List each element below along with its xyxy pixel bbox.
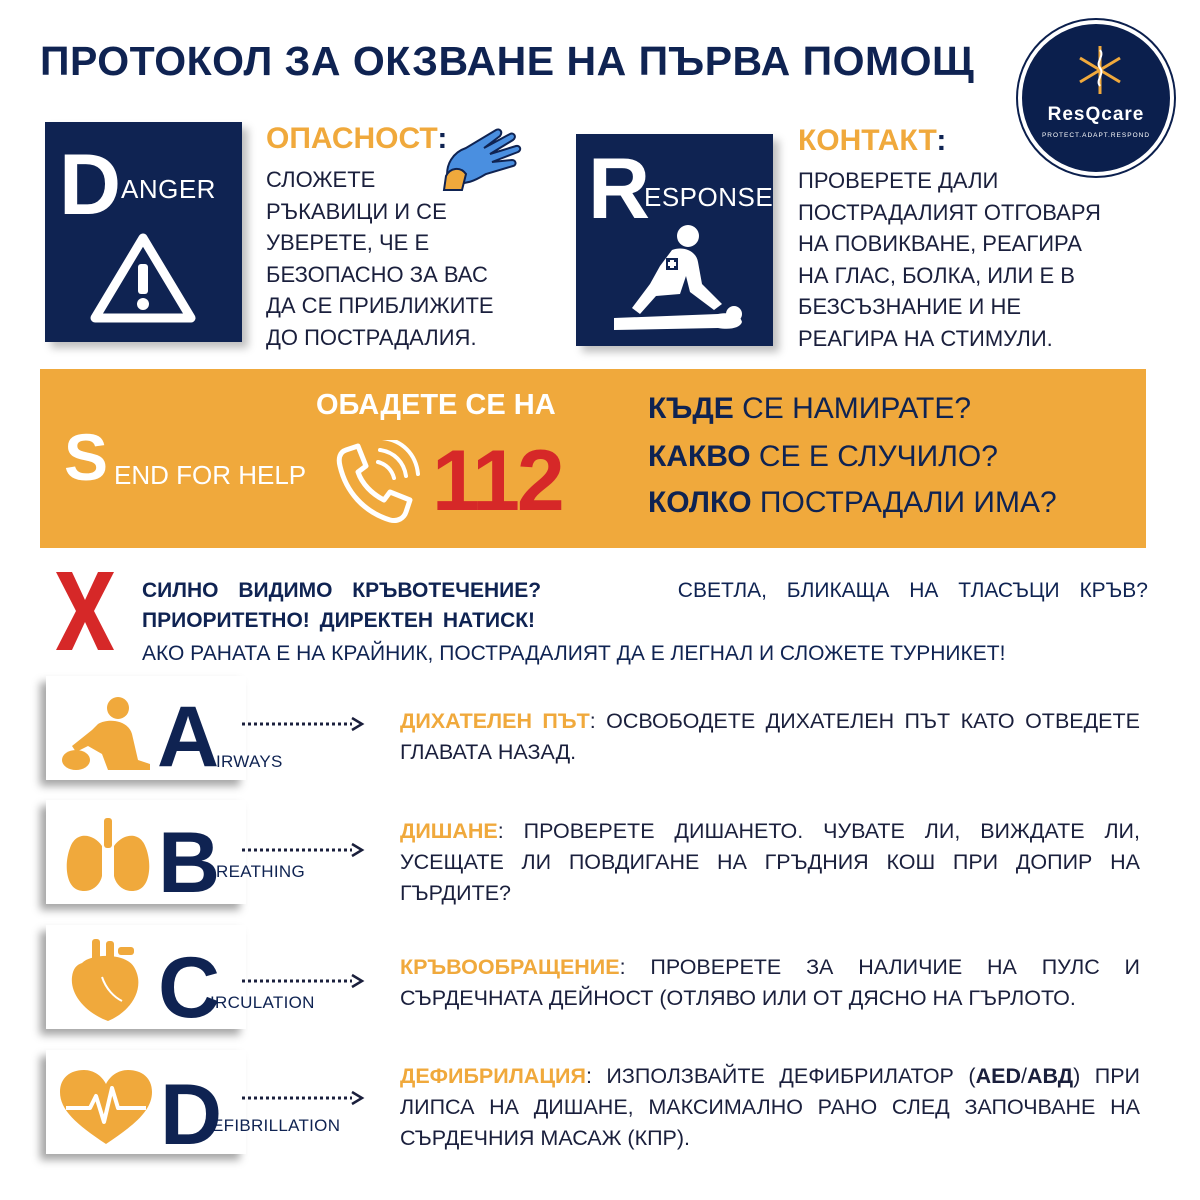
danger-line: ДА СЕ ПРИБЛИЖИТЕ: [266, 293, 494, 318]
step-b-word: REATHING: [216, 862, 305, 881]
question-rest: СЕ Е СЛУЧИЛО?: [750, 440, 998, 473]
step-c-word: IRCULATION: [210, 993, 315, 1012]
response-heading-colon: :: [936, 124, 947, 157]
dotted-arrow-icon: [240, 971, 368, 991]
question-rest: ПОСТРАДАЛИ ИМА?: [751, 486, 1057, 519]
danger-word: ANGER: [121, 174, 216, 204]
logo-tagline: PROTECT.ADAPT.RESPOND: [1041, 132, 1151, 139]
step-d-letter: D: [160, 1067, 223, 1163]
danger-box: [45, 122, 242, 342]
step-a-text: [400, 706, 1140, 768]
step-c-body: : ПРОВЕРЕТЕ ЗА НАЛИЧИЕ НА ПУЛС И СЪРДЕЧНАТА ДЕЙНОСТ (ОТЛЯВО ИЛИ ОТ ДЯСНО НА ГЪРЛОТО.: [400, 955, 1140, 1010]
response-line: НА ПОВИКВАНЕ, РЕАГИРА: [798, 231, 1082, 256]
danger-line: БЕЗОПАСНО ЗА ВАС: [266, 261, 488, 287]
danger-line: РЪКАВИЦИ И СЕ: [266, 198, 447, 224]
step-d-body-b: ) ПРИ ЛИПСА НА ДИШАНЕ, МАКСИМАЛНО РАНО СЛЕД ЗАПОЧВАНЕ НА СЪРДЕЧНИЯ МАСАЖ (КПР).: [400, 1064, 1140, 1150]
danger-heading-colon: :: [437, 122, 448, 155]
danger-heading-wrap: [266, 122, 447, 156]
step-b-box: [40, 800, 370, 910]
phone-icon: [332, 440, 420, 526]
step-a-body: : ОСВОБОДЕТЕ ДИХАТЕЛЕН ПЪТ КАТО ОТВЕДЕТЕ ГЛАВАТА НАЗАД.: [400, 709, 1140, 764]
dotted-arrow-icon: [240, 714, 368, 734]
step-a-heading: ДИХАТЕЛЕН ПЪТ: [400, 709, 590, 733]
danger-line: УВЕРЕТЕ, ЧЕ Е: [266, 230, 430, 255]
step-c-box: [40, 925, 370, 1035]
danger-letter: D: [59, 137, 122, 233]
response-text: [798, 165, 1101, 354]
call-label: ОБАДЕТЕ СЕ НА: [316, 389, 556, 421]
dotted-arrow-icon: [240, 840, 368, 860]
heart-pulse-icon: [56, 1068, 156, 1148]
danger-heading: ОПАСНОСТ: [266, 122, 438, 155]
step-c-letter: C: [158, 940, 221, 1036]
bleeding-line-1: [142, 579, 1148, 603]
bleeding-question: СИЛНО ВИДИМО КРЪВОТЕЧЕНИЕ?: [142, 579, 542, 602]
star-of-life-icon: [1075, 42, 1125, 98]
response-heading-wrap: [798, 124, 946, 158]
question-what: [648, 440, 998, 474]
step-d-word: EFIBRILLATION: [212, 1116, 341, 1135]
question-bold: КОЛКО: [648, 486, 752, 519]
question-bold: КАКВО: [648, 440, 751, 473]
logo-name: ResQcare: [1047, 104, 1145, 125]
bleeding-description: СВЕТЛА, БЛИКАЩА НА ТЛАСЪЦИ КРЪВ?: [677, 579, 1148, 602]
step-d-slash: /: [1020, 1064, 1027, 1088]
bleeding-line-3: АКО РАНАТА Е НА КРАЙНИК, ПОСТРАДАЛИЯТ ДА Е ЛЕГНАЛ И СЛОЖЕТЕ ТУРНИКЕТ!: [142, 642, 1006, 665]
lungs-icon: [58, 816, 158, 896]
step-d-body-a: : ИЗПОЛЗВАЙТЕ ДЕФИБРИЛАТОР (: [585, 1064, 976, 1088]
step-d-aed: AED: [975, 1064, 1021, 1088]
response-letter: R: [588, 141, 651, 237]
question-rest: СЕ НАМИРАТЕ?: [733, 392, 972, 425]
step-d-heading: ДЕФИБРИЛАЦИЯ: [400, 1064, 586, 1088]
step-a-letter: A: [157, 689, 220, 785]
question-how-many: [648, 486, 1057, 520]
step-b-heading: ДИШАНЕ: [400, 819, 498, 843]
person-kneeling-icon: [58, 694, 158, 774]
response-line: БЕЗСЪЗНАНИЕ И НЕ: [798, 294, 1022, 319]
step-d-box: [40, 1050, 370, 1163]
step-d-avd: АВД: [1026, 1064, 1074, 1088]
step-b-body: : ПРОВЕРЕТЕ ДИШАНЕТО. ЧУВАТЕ ЛИ, ВИЖДАТЕ ЛИ, УСЕЩАТЕ ЛИ ПОВДИГАНЕ НА ГРЪДНИЯ КОШ ПРИ ДОПИР НА ГЪРДИТЕ?: [400, 819, 1140, 905]
send-letter: S: [64, 420, 109, 494]
response-box: [576, 134, 773, 346]
step-a-word: IRWAYS: [216, 752, 283, 771]
dotted-arrow-icon: [240, 1088, 368, 1108]
step-b-text: [400, 816, 1140, 909]
step-c-heading: КРЪВООБРАЩЕНИЕ: [400, 955, 620, 979]
question-where: [648, 392, 971, 426]
cpr-person-icon: [610, 222, 750, 334]
page-title: ПРОТОКОЛ ЗА ОКЗВАНЕ НА ПЪРВА ПОМОЩ: [40, 38, 975, 84]
response-line: ПРОВЕРЕТЕ ДАЛИ: [798, 168, 999, 193]
response-word: ESPONSE: [644, 182, 774, 212]
resqcare-logo: [1018, 20, 1174, 176]
response-line: НА ГЛАС, БОЛКА, ИЛИ Е В: [798, 262, 1075, 288]
response-line: РЕАГИРА НА СТИМУЛИ.: [798, 325, 1053, 351]
danger-line: СЛОЖЕТЕ: [266, 167, 376, 192]
question-bold: КЪДЕ: [648, 392, 734, 425]
send-word: END FOR HELP: [114, 460, 307, 490]
heart-anatomy-icon: [62, 937, 152, 1023]
emergency-number: 112: [432, 433, 562, 529]
step-c-text: [400, 952, 1140, 1014]
red-x-icon: [52, 568, 118, 654]
danger-line: ДО ПОСТРАДАЛИЯ.: [266, 324, 477, 350]
step-b-letter: B: [158, 815, 221, 911]
bleeding-line-2: ПРИОРИТЕТНО! ДИРЕКТЕН НАТИСК!: [142, 609, 536, 632]
step-d-text: [400, 1061, 1140, 1154]
response-line: ПОСТРАДАЛИЯТ ОТГОВАРЯ: [798, 199, 1101, 225]
warning-triangle-icon: [87, 230, 199, 326]
response-heading: КОНТАКТ: [798, 124, 937, 157]
danger-text: [266, 164, 494, 353]
step-a-box: [40, 676, 370, 786]
